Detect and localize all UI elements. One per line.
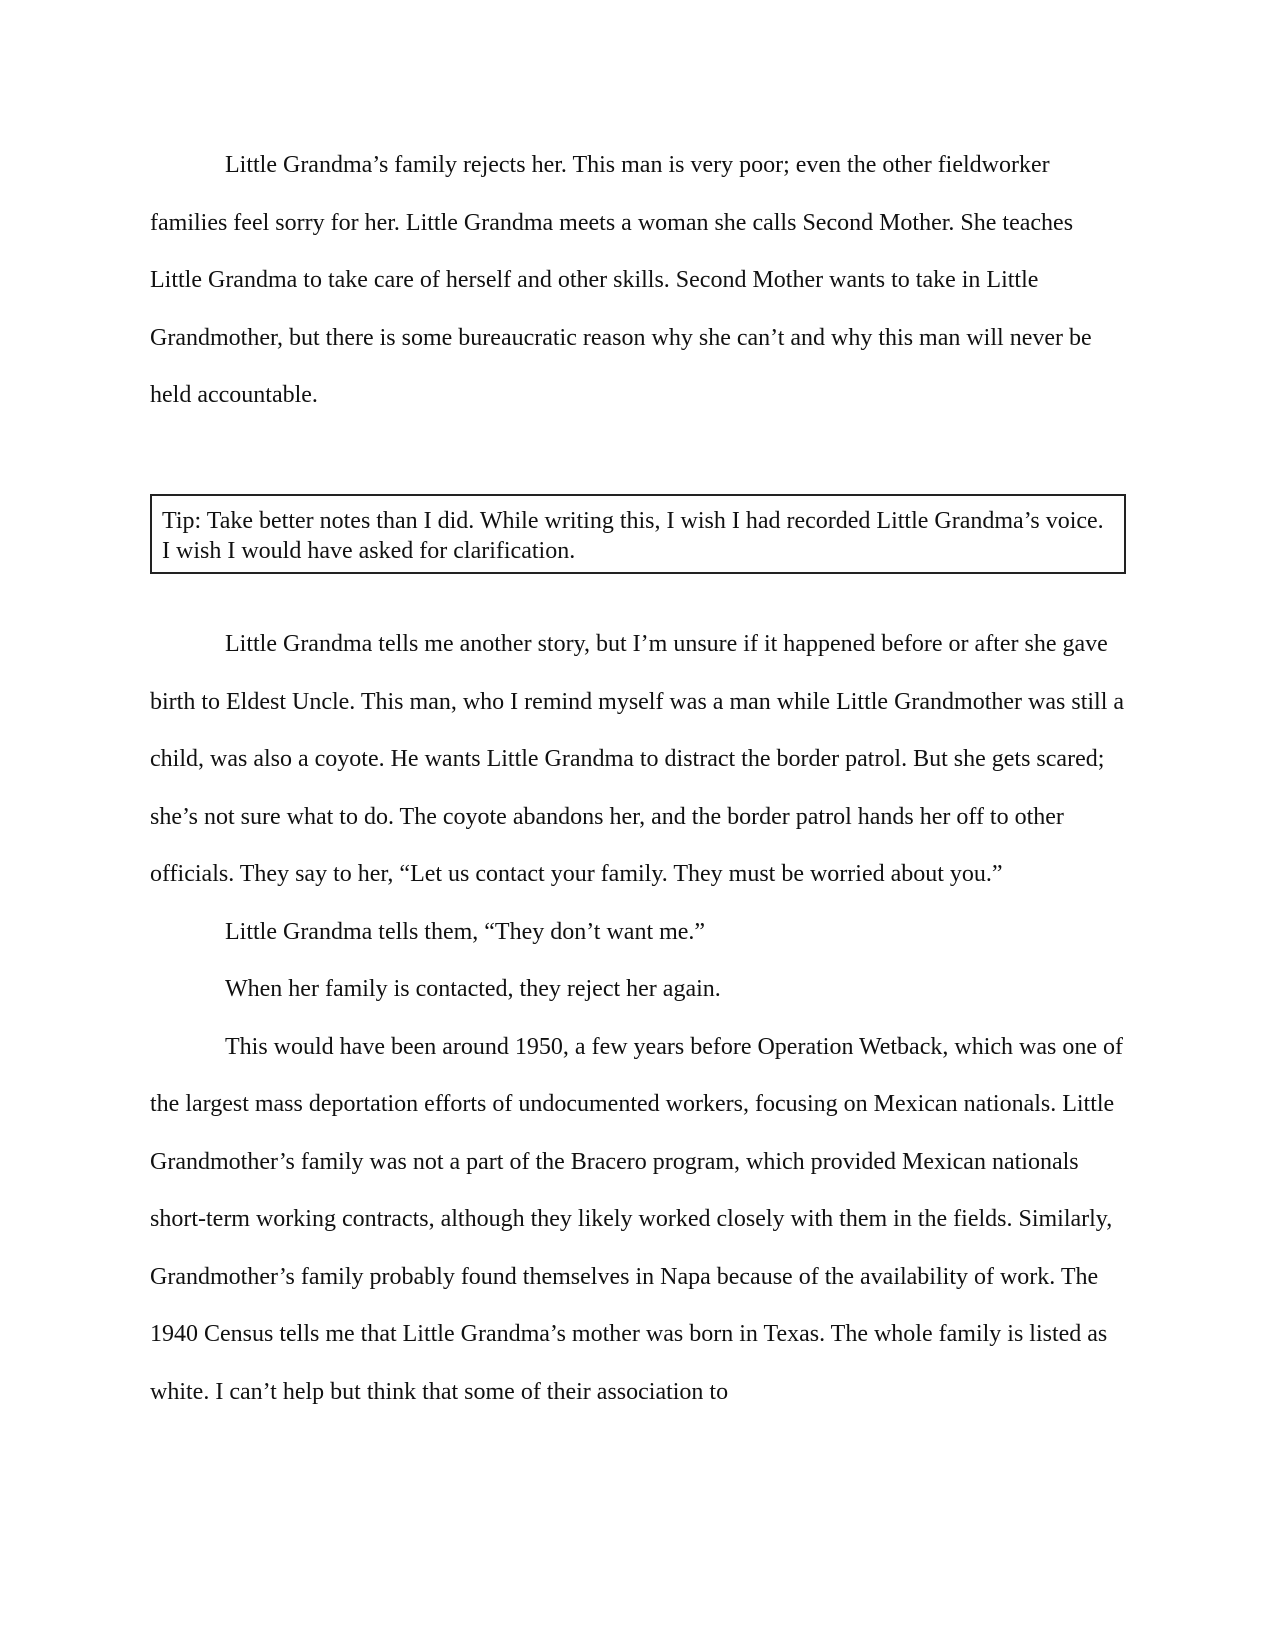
tip-callout-box bbox=[150, 494, 1126, 574]
paragraph: Little Grandma tells me another story, but I’m unsure if it happened before or after she gave birth to Eldest Uncle. This man, who I remind myself was a man while Little Grandmother was still a child, was also a coyote. He wants Little Grandma to distract the border patrol. But she gets scared; she’s not sure what to do. The coyote abandons her, and the border patrol hands her off to other officials. They say to her, “Let us contact your family. They must be worried about you.” bbox=[150, 631, 1125, 887]
body-text-section-1 bbox=[150, 137, 1130, 425]
body-text-section-2 bbox=[150, 616, 1130, 1421]
paragraph: When her family is contacted, they reject her again. bbox=[225, 976, 721, 1002]
paragraph: This would have been around 1950, a few years before Operation Wetback, which was one of the largest mass deportation efforts of undocumented workers, focusing on Mexican nationals. Little Grandmother’s family was not a part of the Bracero program, which provided Mexican nationals short-term working contracts, although they likely worked closely with them in the fields. Similarly, Grandmother’s family probably found themselves in Napa because of the availability of work. The 1940 Census tells me that Little Grandma’s mother was born in Texas. The whole family is listed as white. I can’t help but think that some of their association to bbox=[150, 1033, 1123, 1405]
tip-text: Tip: Take better notes than I did. While writing this, I wish I had recorded Little Grandma’s voice. I wish I would have asked for clarification. bbox=[162, 508, 1104, 564]
paragraph: Little Grandma tells them, “They don’t want me.” bbox=[225, 918, 706, 945]
paragraph: Little Grandma’s family rejects her. This man is very poor; even the other fieldworker families feel sorry for her. Little Grandma meets a woman she calls Second Mother. She teaches Little Grandma to take care of herself and other skills. Second Mother wants to take in Little Grandmother, but there is some bureaucratic reason why she can’t and why this man will never be held accountable. bbox=[150, 152, 1092, 408]
